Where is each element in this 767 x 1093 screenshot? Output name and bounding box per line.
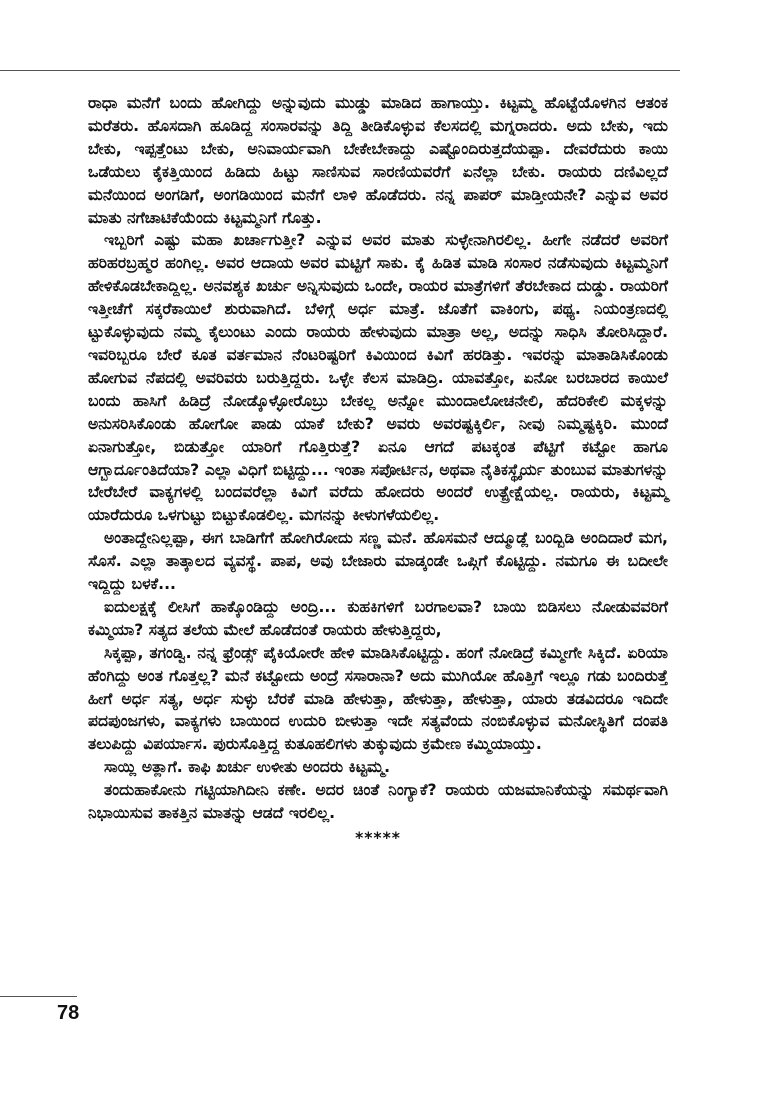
- page-number: 78: [57, 1002, 80, 1024]
- paragraph-7: ತಂದುಹಾಕೋನು ಗಟ್ಟಿಯಾಗಿದೀನಿ ಕಣೇ. ಅದರ ಚಿಂತೆ ನಿಂಗ್ಯಾಕೆ? ರಾಯರು ಯಜಮಾನಿಕೆಯನ್ನು ಸಮರ್ಥವಾಗಿ ನಿಭಾಯಿಸುವ ತಾಕತ್ತಿನ ಮಾತನ್ನು ಆಡದೆ ಇರಲಿಲ್ಲ.: [88, 781, 668, 823]
- top-rule: [0, 70, 680, 71]
- paragraph-3: ಅಂತಾದ್ದೇನಿಲ್ಲಪ್ಪಾ, ಈಗ ಬಾಡಿಗೆಗೆ ಹೋಗಿರೋದು ಸಣ್ಣ ಮನೆ. ಹೊಸಮನೆ ಆದ್ಮೂಡ್ಲೆ ಬಂದ್ಬಿಡಿ ಅಂದಿದಾರೆ ಮಗ, ಸೊಸೆ. ಎಲ್ಲಾ ತಾತ್ಕಾಲದ ವ್ಯವಸ್ಥೆ. ಪಾಪ, ಅವು ಬೇಜಾರು ಮಾಡ್ಕಂಡೇ ಒಪ್ಗಿಗೆ ಕೊಟ್ಟಿದ್ದು. ನಮಗೂ ಈ ಬದೀಲೇ ಇದ್ದಿದ್ದು ಬಳಕೆ...: [88, 529, 668, 594]
- paragraph-5: ಸಿಕ್ಕಪ್ಪಾ, ತಗಂಡ್ವಿ. ನನ್ನ ಫ್ರೆಂಡ್ಸ್ ಪೈಕಿಯೋರೇ ಹೇಳಿ ಮಾಡಿಸಿಕೊಟ್ಟಿದ್ದು. ಹಂಗೆ ನೋಡಿದ್ರೆ ಕಮ್ಮೀಗೇ ಸಿಕ್ಕಿದೆ. ಏರಿಯಾ ಹೆಂಗಿದ್ದು ಅಂತ ಗೊತ್ತಲ್ಲ? ಮನೆ ಕಟ್ಟೋದು ಅಂದ್ರೆ ಸಸಾರಾನಾ? ಅದು ಮುಗಿಯೋ ಹೊತ್ತಿಗೆ ಇಲ್ಲೂ ಗಡು ಬಂದಿರುತ್ತೆ ಹೀಗೆ ಅರ್ಧ ಸತ್ಯ, ಅರ್ಧ ಸುಳ್ಳು ಬೆರಕೆ ಮಾಡಿ ಹೇಳುತ್ತಾ, ಹೇಳುತ್ತಾ, ಹೇಳುತ್ತಾ, ಯಾರು ತಡವಿದರೂ ಇದಿದೇ ಪದಪುಂಜಗಳು, ವಾಕ್ಯಗಳು ಬಾಯಿಂದ ಉದುರಿ ಬೀಳುತ್ತಾ ಇದೇ ಸತ್ಯವೆಂದು ನಂಬಿಕೊಳ್ಳುವ ಮನೋಸ್ಥಿತಿಗೆ ದಂಪತಿ ತಲುಪಿದ್ದು ವಿಪರ್ಯಾಸ. ಪುರುಸೊತ್ತಿದ್ದ ಕುತೂಹಲಿಗಳು ತುಕ್ಕುವುದು ಕ್ರಮೇಣ ಕಮ್ಮಿಯಾಯ್ತು.: [88, 643, 668, 754]
- paragraph-2: ಇಬ್ಬರಿಗೆ ಎಷ್ಟು ಮಹಾ ಖರ್ಚಾಗುತ್ತೀ? ಎನ್ನುವ ಅವರ ಮಾತು ಸುಳ್ಳೇನಾಗಿರಲಿಲ್ಲ. ಹೀಗೇ ನಡೆದರೆ ಅವರಿಗೆ ಹರಿಹರಬ್ರಹ್ಮರ ಹಂಗಿಲ್ಲ. ಅವರ ಆದಾಯ ಅವರ ಮಟ್ಟಿಗೆ ಸಾಕು. ಕೈ ಹಿಡಿತ ಮಾಡಿ ಸಂಸಾರ ನಡೆಸುವುದು ಕಿಟ್ಟಮ್ಮನಿಗೆ ಹೇಳಿಕೊಡಬೇಕಾದ್ದಿಲ್ಲ. ಅನವಶ್ಯಕ ಖರ್ಚು ಅನ್ನಿಸುವುದು ಒಂದೇ, ರಾಯರ ಮಾತ್ರೆಗಳಿಗೆ ತೆರಬೇಕಾದ ದುಡ್ಡು. ರಾಯರಿಗೆ ಇತ್ತೀಚೆಗೆ ಸಕ್ಕರೆಕಾಯಿಲೆ ಶುರುವಾಗಿದೆ. ಬೆಳಿಗ್ಗೆ ಅರ್ಧ ಮಾತ್ರೆ. ಜೊತೆಗೆ ವಾಕಿಂಗು, ಪಥ್ಯ. ನಿಯಂತ್ರಣದಲ್ಲಿ ಟ್ಟುಕೊಳ್ಳುವುದು ನಮ್ಮ ಕೈಲುಂಟು ಎಂದು ರಾಯರು ಹೇಳುವುದು ಮಾತ್ರಾ ಅಲ್ಲ, ಅದನ್ನು ಸಾಧಿಸಿ ತೋರಿಸಿದ್ದಾರೆ. ಇವರಿಬ್ಬರೂ ಬೇರೆ ಕೂತ ವರ್ತಮಾನ ನೆಂಟರಿಷ್ಟರಿಗೆ ಕಿವಿಯಿಂದ ಕಿವಿಗೆ ಹರಡಿತ್ತು. ಇವರನ್ನು ಮಾತಾಡಿಸಿಕೊಂಡು ಹೋಗುವ ನೆಪದಲ್ಲಿ ಅವರಿವರು ಬರುತ್ತಿದ್ದರು. ಒಳ್ಳೇ ಕೆಲಸ ಮಾಡಿದ್ರಿ. ಯಾವತ್ತೋ, ಏನೋ ಬರಬಾರದ ಕಾಯಿಲೆ ಬಂದು ಹಾಸಿಗೆ ಹಿಡಿದ್ರೆ ನೋಡ್ಕೊಳ್ಳೋರೊಬ್ರು ಬೇಕಲ್ಲ ಅನ್ನೋ ಮುಂದಾಲೋಚನೇಲಿ, ಹೆದರಿಕೇಲಿ ಮಕ್ಕಳನ್ನು ಅನುಸರಿಸಿಕೊಂಡು ಹೋಗೋ ಪಾಡು ಯಾಕೆ ಬೇಕು? ಅವರು ಅವರಷ್ಟಕ್ಕಿರ್ಲಿ, ನೀವು ನಿಮ್ಮಷ್ಟಕ್ಕಿರಿ. ಮುಂದೆ ಏನಾಗುತ್ತೋ, ಬಿಡುತ್ತೋ ಯಾರಿಗೆ ಗೊತ್ತಿರುತ್ತೆ? ಏನೂ ಆಗದೆ ಪಟಕ್ಕಂತ ಪೆಟ್ಟಿಗೆ ಕಟ್ಟೋ ಹಾಗೂ ಆಗ್ಬಾರ್ದೂಂತಿದೆಯಾ? ಎಲ್ಲಾ ವಿಧಿಗೆ ಬಿಟ್ಟಿದ್ದು... ಇಂತಾ ಸಪೋರ್ಟಿನ, ಅಥವಾ ನೈತಿಕಸ್ಥೈರ್ಯ ತುಂಬುವ ಮಾತುಗಳನ್ನು ಬೇರೆಬೇರೆ ವಾಕ್ಯಗಳಲ್ಲಿ ಬಂದವರೆಲ್ಲಾ ಕಿವಿಗೆ ವರೆದು ಹೋದರು ಅಂದರೆ ಉತ್ಪ್ರೇಕ್ಷೆಯಲ್ಲ. ರಾಯರು, ಕಿಟ್ಟಮ್ಮ ಯಾರೆದುರೂ ಒಳಗುಟ್ಟು ಬಿಟ್ಟುಕೊಡಲಿಲ್ಲ. ಮಗನನ್ನು ಕೀಳುಗಳೆಯಲಿಲ್ಲ.: [88, 231, 668, 525]
- section-separator: *****: [355, 829, 401, 847]
- body-text: [88, 92, 668, 850]
- paragraph-6: ಸಾಯ್ಲಿ ಅತ್ಲಾಗೆ. ಕಾಫಿ ಖರ್ಚು ಉಳೀತು ಅಂದರು ಕಿಟ್ಟಮ್ಮ.: [104, 758, 390, 777]
- paragraph-1: ರಾಧಾ ಮನೆಗೆ ಬಂದು ಹೋಗಿದ್ದು ಅನ್ನುವುದು ಮುಡ್ಡು ಮಾಡಿದ ಹಾಗಾಯ್ತು. ಕಿಟ್ಟಮ್ಮ ಹೊಟ್ಟೆಯೊಳಗಿನ ಆತಂಕ ಮರೆತರು. ಹೊಸದಾಗಿ ಹೂಡಿದ್ದ ಸಂಸಾರವನ್ನು ತಿದ್ದಿ ತೀಡಿಕೊಳ್ಳುವ ಕೆಲಸದಲ್ಲಿ ಮಗ್ನರಾದರು. ಅದು ಬೇಕು, ಇದು ಬೇಕು, ಇಪ್ಪತ್ತೆಂಟು ಬೇಕು, ಅನಿವಾರ್ಯವಾಗಿ ಬೇಕೇಬೇಕಾದ್ದು ಎಷ್ಟೊಂದಿರುತ್ತದೆಯಪ್ಪಾ. ದೇವರೆದುರು ಕಾಯಿ ಒಡೆಯಲು ಕೈಕತ್ತಿಯಿಂದ ಹಿಡಿದು ಹಿಟ್ಟು ಸಾಣಿಸುವ ಸಾರಣಿಯವರೆಗೆ ಏನೆಲ್ಲಾ ಬೇಕು. ರಾಯರು ದಣಿವಿಲ್ಲದೆ ಮನೆಯಿಂದ ಅಂಗಡಿಗೆ, ಅಂಗಡಿಯಿಂದ ಮನೆಗೆ ಲಾಳಿ ಹೊಡೆದರು. ನನ್ನ ಪಾಪರ್ ಮಾಡ್ತೀಯನೇ? ಎನ್ನುವ ಅವರ ಮಾತು ನಗೆಚಾಟಿಕೆಯೆಂದು ಕಿಟ್ಟಮ್ಮನಿಗೆ ಗೊತ್ತು.: [88, 94, 668, 227]
- footer-rule: [0, 996, 77, 997]
- paragraph-4: ಐದುಲಕ್ಷಕ್ಕೆ ಲೀಸಿಗೆ ಹಾಕ್ಕೊಂಡಿದ್ದು ಅಂದ್ರಿ... ಕುಹಕಿಗಳಿಗೆ ಬರಗಾಲವಾ? ಬಾಯಿ ಬಿಡಿಸಲು ನೋಡುವವರಿಗೆ ಕಮ್ಮಿಯಾ? ಸತ್ಯದ ತಲೆಯ ಮೇಲೆ ಹೊಡೆದಂತೆ ರಾಯರು ಹೇಳುತ್ತಿದ್ದರು,: [88, 597, 668, 639]
